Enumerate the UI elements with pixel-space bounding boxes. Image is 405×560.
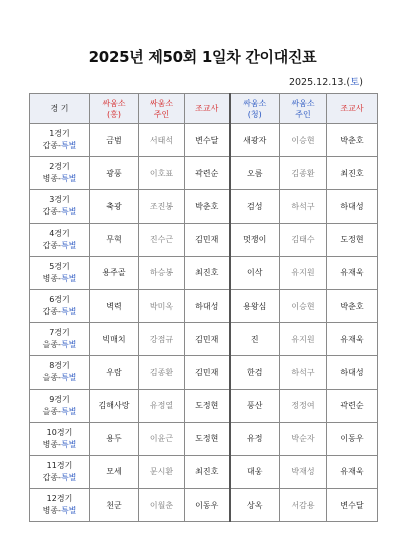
blue-cow-cell: 멋쟁이 [230, 223, 280, 256]
game-cell [30, 256, 90, 289]
game-special: 특별 [60, 439, 77, 449]
game-number: 1경기 [49, 129, 70, 139]
game-cell [30, 356, 90, 389]
game-special: 특별 [60, 506, 77, 516]
blue-owner-cell: 김종환 [280, 157, 327, 190]
game-class: 병종- [42, 174, 61, 184]
blue-owner-cell: 유지원 [280, 323, 327, 356]
blue-cow-cell: 이삭 [230, 256, 280, 289]
blue-owner-cell: 유지원 [280, 256, 327, 289]
red-owner-cell: 진수근 [139, 223, 185, 256]
blue-trainer-cell: 하대성 [327, 190, 378, 223]
red-trainer-cell: 도정현 [185, 422, 230, 455]
red-trainer-cell: 곽련순 [185, 157, 230, 190]
game-cell [30, 289, 90, 322]
game-cell [30, 455, 90, 488]
red-trainer-cell: 김민재 [185, 323, 230, 356]
game-class: 을종- [42, 406, 61, 416]
blue-trainer-cell: 유재욱 [327, 256, 378, 289]
red-trainer-cell: 변수달 [185, 124, 230, 157]
blue-trainer-cell: 최진호 [327, 157, 378, 190]
red-trainer-cell: 박춘호 [185, 190, 230, 223]
game-class: 갑종- [42, 472, 61, 482]
blue-owner-cell: 김태수 [280, 223, 327, 256]
blue-trainer-cell: 박춘호 [327, 124, 378, 157]
table-row [30, 190, 378, 223]
game-number: 11경기 [46, 460, 73, 470]
red-owner-cell: 강점규 [139, 323, 185, 356]
red-cow-cell: 모세 [90, 455, 139, 488]
header-red-trainer: 조교사 [185, 94, 230, 124]
blue-cow-cell: 대웅 [230, 455, 280, 488]
game-cell [30, 323, 90, 356]
game-class: 갑종- [42, 307, 61, 317]
header-game: 경 기 [30, 94, 90, 124]
red-cow-cell: 금범 [90, 124, 139, 157]
table-row [30, 223, 378, 256]
blue-cow-cell: 오름 [230, 157, 280, 190]
game-class: 을종- [42, 373, 61, 383]
game-number: 2경기 [49, 162, 70, 172]
red-trainer-cell: 하대성 [185, 289, 230, 322]
blue-owner-cell: 서감용 [280, 489, 327, 522]
red-trainer-cell: 최진호 [185, 256, 230, 289]
game-class: 갑종- [42, 141, 61, 151]
blue-trainer-cell: 도정현 [327, 223, 378, 256]
red-cow-cell: 용주골 [90, 256, 139, 289]
header-blue-cow: 싸움소 (청) [230, 94, 280, 124]
header-red-cow: 싸움소 (홍) [90, 94, 139, 124]
blue-owner-cell: 이승현 [280, 289, 327, 322]
table-row [30, 422, 378, 455]
blue-trainer-cell: 유재욱 [327, 455, 378, 488]
date-prefix: 2025.12.13.( [288, 77, 351, 88]
game-class: 갑종- [42, 240, 61, 250]
table-row [30, 489, 378, 522]
red-owner-cell: 이호표 [139, 157, 185, 190]
blue-trainer-cell: 박춘호 [327, 289, 378, 322]
table-row [30, 124, 378, 157]
game-cell [30, 422, 90, 455]
table-row [30, 289, 378, 322]
red-trainer-cell: 김민재 [185, 223, 230, 256]
red-owner-cell: 유정열 [139, 389, 185, 422]
blue-cow-cell: 유정 [230, 422, 280, 455]
page-title: 2025년 제50회 1일차 간이대진표 [88, 48, 317, 66]
red-cow-cell: 우람 [90, 356, 139, 389]
game-number: 6경기 [49, 295, 70, 305]
table-row [30, 256, 378, 289]
game-special: 특별 [60, 340, 77, 350]
red-cow-cell: 광풍 [90, 157, 139, 190]
game-special: 특별 [60, 141, 77, 151]
match-date [289, 74, 363, 88]
game-special: 특별 [60, 207, 77, 217]
blue-owner-cell: 이승현 [280, 124, 327, 157]
header-blue-trainer: 조교사 [327, 94, 378, 124]
red-cow-cell: 벽력 [90, 289, 139, 322]
table-row [30, 389, 378, 422]
red-cow-cell: 용두 [90, 422, 139, 455]
game-number: 12경기 [46, 494, 73, 504]
game-class: 갑종- [42, 207, 61, 217]
header-blue-owner: 싸움소 주인 [280, 94, 327, 124]
game-number: 3경기 [49, 195, 70, 205]
red-owner-cell: 이월춘 [139, 489, 185, 522]
date-suffix: ) [359, 77, 363, 88]
red-owner-cell: 이윤근 [139, 422, 185, 455]
bracket-table [29, 93, 378, 522]
blue-trainer-cell: 곽련순 [327, 389, 378, 422]
blue-trainer-cell: 하대성 [327, 356, 378, 389]
game-class: 을종- [42, 340, 61, 350]
game-number: 10경기 [46, 427, 73, 437]
red-trainer-cell: 최진호 [185, 455, 230, 488]
game-cell [30, 389, 90, 422]
game-cell [30, 124, 90, 157]
game-special: 특별 [60, 472, 77, 482]
blue-owner-cell: 하석구 [280, 190, 327, 223]
table-row [30, 157, 378, 190]
red-cow-cell: 무혁 [90, 223, 139, 256]
game-special: 특별 [60, 174, 77, 184]
red-trainer-cell: 김민재 [185, 356, 230, 389]
red-owner-cell: 문시환 [139, 455, 185, 488]
game-class: 병종- [42, 439, 61, 449]
red-owner-cell: 김종환 [139, 356, 185, 389]
date-day: 토 [350, 77, 360, 88]
red-owner-cell: 박미옥 [139, 289, 185, 322]
blue-trainer-cell: 이동우 [327, 422, 378, 455]
blue-cow-cell: 새광자 [230, 124, 280, 157]
red-trainer-cell: 이동우 [185, 489, 230, 522]
red-owner-cell: 서태석 [139, 124, 185, 157]
header-row [30, 94, 378, 124]
game-number: 8경기 [49, 361, 70, 371]
table-row [30, 356, 378, 389]
game-cell [30, 190, 90, 223]
game-number: 7경기 [49, 328, 70, 338]
blue-cow-cell: 용왕심 [230, 289, 280, 322]
red-cow-cell: 김해사랑 [90, 389, 139, 422]
blue-trainer-cell: 변수달 [327, 489, 378, 522]
game-number: 9경기 [49, 394, 70, 404]
blue-cow-cell: 상옥 [230, 489, 280, 522]
table-row [30, 455, 378, 488]
game-cell [30, 157, 90, 190]
game-number: 4경기 [49, 228, 70, 238]
red-owner-cell: 하승봉 [139, 256, 185, 289]
red-cow-cell: 빅매치 [90, 323, 139, 356]
blue-cow-cell: 한검 [230, 356, 280, 389]
header-red-owner: 싸움소 주인 [139, 94, 185, 124]
blue-cow-cell: 풍산 [230, 389, 280, 422]
game-special: 특별 [60, 406, 77, 416]
blue-cow-cell: 진 [230, 323, 280, 356]
red-cow-cell: 축광 [90, 190, 139, 223]
red-cow-cell: 천군 [90, 489, 139, 522]
game-special: 특별 [60, 373, 77, 383]
game-special: 특별 [60, 307, 77, 317]
game-special: 특별 [60, 240, 77, 250]
blue-owner-cell: 하석구 [280, 356, 327, 389]
red-owner-cell: 조진봉 [139, 190, 185, 223]
red-trainer-cell: 도정현 [185, 389, 230, 422]
game-number: 5경기 [49, 261, 70, 271]
blue-owner-cell: 박재성 [280, 455, 327, 488]
blue-owner-cell: 박순자 [280, 422, 327, 455]
blue-trainer-cell: 유재욱 [327, 323, 378, 356]
game-class: 병종- [42, 506, 61, 516]
game-special: 특별 [60, 273, 77, 283]
table-row [30, 323, 378, 356]
game-class: 병종- [42, 273, 61, 283]
blue-cow-cell: 검성 [230, 190, 280, 223]
game-cell [30, 223, 90, 256]
game-cell [30, 489, 90, 522]
blue-owner-cell: 정정여 [280, 389, 327, 422]
